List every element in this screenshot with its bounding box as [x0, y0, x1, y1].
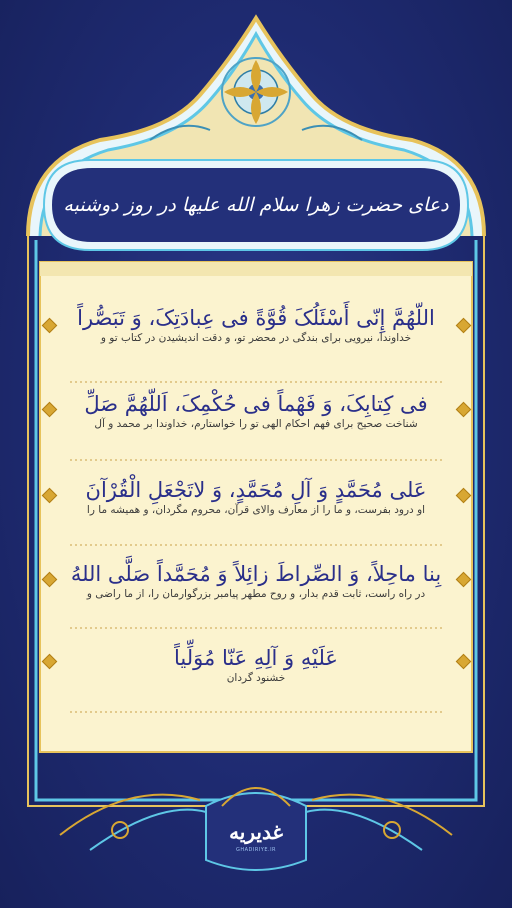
arabic-line: اللّهُمَّ إِنّی أَسْئَلُکَ قُوَّةً فی عِبادَتِکَ، وَ تَبَصُّراً — [77, 306, 435, 330]
persian-translation: خشنود گردان — [226, 672, 286, 684]
persian-translation: او درود بفرست، و ما را از معارف والای قرآن، محروم مگردان، و همیشه ما را — [86, 504, 426, 516]
arabic-line: بِنا ماحِلاً، وَ الصِّراطَ زائِلاً وَ مُحَمَّداً صَلَّی اللهُ — [70, 562, 442, 586]
arabic-line: عَلَیْهِ وَ آلِهِ عَنّا مُوَلِّیاً — [174, 646, 338, 670]
page-title: دعای حضرت زهرا سلام الله علیها در روز دوشنبه — [63, 194, 449, 216]
persian-translation: شناخت صحیح برای فهم احکام الهی تو را خواستارم، خداوندا بر محمد و آل — [94, 418, 418, 430]
verse-block — [30, 562, 482, 600]
verse-block — [30, 306, 482, 344]
verse-block — [30, 392, 482, 430]
brand-url: GHADIRIYE.IR — [235, 847, 277, 853]
verse-block — [30, 646, 482, 684]
arabic-line: فی کِتابِکَ، وَ فَهْماً فی حُکْمِکَ، اَللّهُمَّ صَلِّ — [84, 392, 428, 416]
arabic-line: عَلی مُحَمَّدٍ وَ آلِ مُحَمَّدٍ، وَ لاتَجْعَلِ الْقُرْآنَ — [85, 478, 427, 502]
verse-block — [30, 478, 482, 516]
persian-translation: در راه راست، ثابت قدم بدار، و روح مطهر پیامبر بزرگوارمان را، از ما راضی و — [86, 588, 426, 600]
persian-translation: خداوندا، نیرویی برای بندگی در محضر تو، و دقت اندیشیدن در کتاب تو و — [100, 332, 412, 344]
brand-logo: غدیریه — [229, 820, 283, 844]
